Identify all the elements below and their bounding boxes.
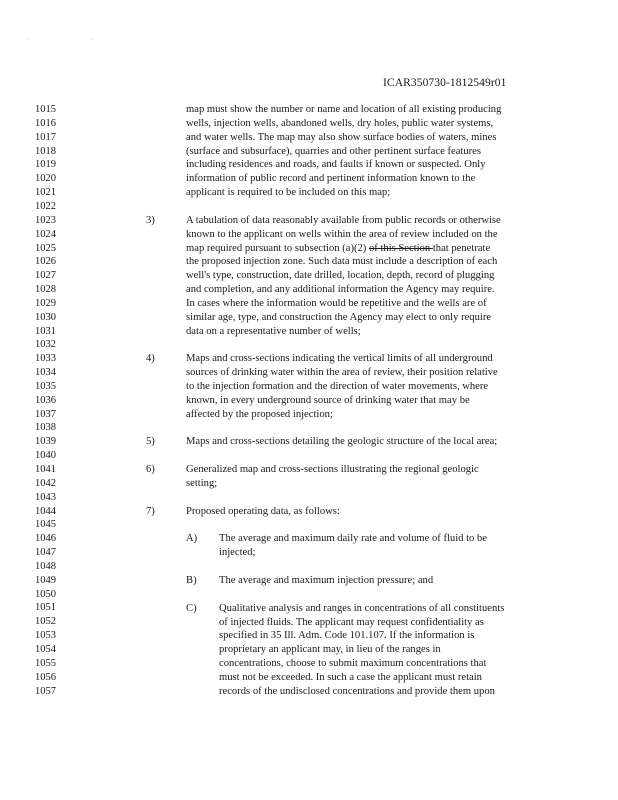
text-line: and completion, and any additional information the Agency may require.: [186, 284, 495, 295]
line-number: 1027: [35, 270, 56, 281]
text-line: sources of drinking water within the area of review, their position relative: [186, 367, 498, 378]
line-number: 1017: [35, 132, 56, 143]
struck-text: of this Section: [368, 243, 433, 254]
text-line: concentrations, choose to submit maximum concentrations that: [219, 658, 487, 669]
text-line: and water wells. The map may also show surface bodies of waters, mines: [186, 132, 497, 143]
line-number: 1056: [35, 672, 56, 683]
text-line: A tabulation of data reasonably available from public records or otherwise: [186, 215, 501, 226]
text-line: data on a representative number of wells;: [186, 326, 361, 337]
line-number: 1031: [35, 326, 56, 337]
text-line: map must show the number or name and location of all existing producing: [186, 104, 502, 115]
line-number: 1033: [35, 353, 56, 364]
line-number: 1037: [35, 409, 56, 420]
line-number: 1030: [35, 312, 56, 323]
line-number: 1020: [35, 173, 56, 184]
text-line: known to the applicant on wells within the area of review included on the: [186, 229, 498, 240]
line-number: 1024: [35, 229, 56, 240]
line-number: 1028: [35, 284, 56, 295]
line-number: 1015: [35, 104, 56, 115]
line-number: 1045: [35, 519, 56, 530]
line-number: 1044: [35, 506, 56, 517]
item-number: 7): [146, 506, 155, 517]
line-number: 1049: [35, 575, 56, 586]
text-line: Maps and cross-sections detailing the geologic structure of the local area;: [186, 436, 498, 447]
text-line: The average and maximum injection pressure; and: [219, 575, 434, 586]
line-number: 1050: [35, 589, 56, 600]
text-line: Maps and cross-sections indicating the vertical limits of all underground: [186, 353, 493, 364]
scan-specks: . .: [28, 36, 123, 42]
document-id-header: ICAR350730-1812549r01: [383, 77, 507, 89]
text-line: similar age, type, and construction the Agency may elect to only require: [186, 312, 492, 323]
text-fragment: map required pursuant to subsection (a)(2): [186, 243, 369, 254]
text-fragment: that penetrate: [432, 243, 491, 254]
text-line: affected by the proposed injection;: [186, 409, 333, 420]
line-number: 1053: [35, 630, 56, 641]
line-number: 1026: [35, 256, 56, 267]
text-line: The average and maximum daily rate and volume of fluid to be: [219, 533, 487, 544]
item-number: 3): [146, 215, 155, 226]
text-line: specified in 35 Ill. Adm. Code 101.107. If the information is: [219, 630, 475, 641]
text-line: applicant is required to be included on this map;: [186, 187, 391, 198]
text-line: records of the undisclosed concentrations and provide them upon: [219, 686, 495, 697]
line-number: 1055: [35, 658, 56, 669]
line-number: 1035: [35, 381, 56, 392]
line-number: 1018: [35, 146, 56, 157]
text-line: injected;: [219, 547, 256, 558]
line-number: 1022: [35, 201, 56, 212]
text-line: information of public record and pertinent information known to the: [186, 173, 476, 184]
text-line: including residences and roads, and faults if known or suspected. Only: [186, 159, 486, 170]
text-line: Generalized map and cross-sections illustrating the regional geologic: [186, 464, 479, 475]
text-line: Proposed operating data, as follows:: [186, 506, 340, 517]
line-number: 1051: [35, 602, 56, 613]
line-number: 1054: [35, 644, 56, 655]
item-letter: B): [186, 575, 197, 586]
line-number: 1047: [35, 547, 56, 558]
text-line: wells, injection wells, abandoned wells, dry holes, public water systems,: [186, 118, 494, 129]
line-number: 1043: [35, 492, 56, 503]
text-line: well's type, construction, date drilled, location, depth, record of plugging: [186, 270, 495, 281]
item-number: 5): [146, 436, 155, 447]
item-letter: A): [186, 533, 198, 544]
text-line: the proposed injection zone. Such data must include a description of each: [186, 256, 498, 267]
line-number: 1040: [35, 450, 56, 461]
line-number: 1025: [35, 243, 56, 254]
line-number: 1052: [35, 616, 56, 627]
line-number: 1046: [35, 533, 56, 544]
line-number: 1023: [35, 215, 56, 226]
line-number: 1032: [35, 339, 56, 350]
text-line: Qualitative analysis and ranges in concentrations of all constituents: [219, 603, 505, 614]
text-line: must not be exceeded. In such a case the applicant must retain: [219, 672, 482, 683]
text-line: to the injection formation and the direction of water movements, where: [186, 381, 489, 392]
line-number: 1042: [35, 478, 56, 489]
text-line: of injected fluids. The applicant may request confidentiality as: [219, 617, 484, 628]
line-number: 1057: [35, 686, 56, 697]
text-line-with-deletion: [186, 242, 490, 255]
line-number: 1039: [35, 436, 56, 447]
line-number: 1029: [35, 298, 56, 309]
text-line: In cases where the information would be repetitive and the wells are of: [186, 298, 487, 309]
text-line: setting;: [186, 478, 218, 489]
line-number: 1034: [35, 367, 56, 378]
line-number: 1038: [35, 422, 56, 433]
text-line: known, in every underground source of drinking water that may be: [186, 395, 470, 406]
line-number: 1021: [35, 187, 56, 198]
text-line: proprietary an applicant may, in lieu of the ranges in: [219, 644, 441, 655]
line-number: 1019: [35, 159, 56, 170]
item-letter: C): [186, 603, 197, 614]
line-number: 1048: [35, 561, 56, 572]
line-number: 1036: [35, 395, 56, 406]
text-line: (surface and subsurface), quarries and other pertinent surface features: [186, 146, 482, 157]
item-number: 6): [146, 464, 155, 475]
line-number: 1016: [35, 118, 56, 129]
line-number: 1041: [35, 464, 56, 475]
item-number: 4): [146, 353, 155, 364]
